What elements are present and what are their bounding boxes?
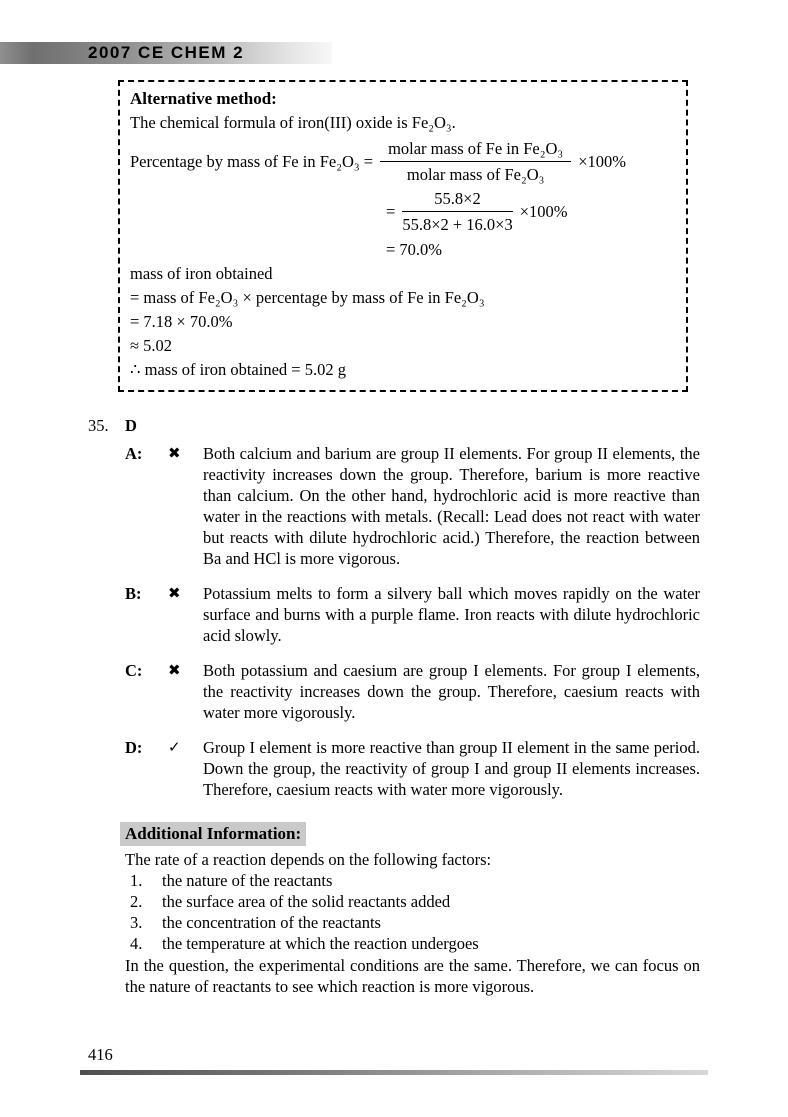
- percentage-equation-line1: [130, 138, 676, 185]
- mass-conclusion-line: ∴ mass of iron obtained = 5.02 g: [130, 360, 346, 379]
- equation-suffix: ×100%: [519, 201, 568, 221]
- option-b-row: [88, 583, 700, 646]
- check-icon: ✓: [168, 738, 181, 756]
- mass-substitution-line: = 7.18 × 70.0%: [130, 312, 233, 331]
- question-header: [88, 414, 700, 438]
- equation-suffix: ×100%: [578, 151, 626, 171]
- fraction-numerator: molar mass of Fe in Fe₂O₃: [380, 138, 571, 162]
- additional-information-title: Additional Information:: [120, 822, 306, 846]
- cross-icon: ✖: [168, 444, 181, 462]
- option-d-label: D:: [125, 738, 143, 757]
- list-item-number: 3.: [130, 913, 143, 932]
- option-c-explanation: Both potassium and caesium are group I elements. For group I elements, the reactivity increases down the group. Therefore, caesium reacts with water more vigorously.: [203, 661, 700, 722]
- page-footer: [80, 1044, 708, 1075]
- option-b-label: B:: [125, 584, 142, 603]
- answer-letter: D: [125, 416, 137, 435]
- mass-of-iron-line: mass of iron obtained: [130, 264, 273, 283]
- equation-lhs: Percentage by mass of Fe in Fe₂O₃ =: [130, 151, 374, 171]
- list-item: [125, 870, 700, 891]
- option-b-explanation: Potassium melts to form a silvery ball which moves rapidly on the water surface and burns with a purple flame. Iron reacts with dilute hydrochloric acid slowly.: [203, 584, 700, 645]
- page-number: 416: [88, 1045, 113, 1064]
- list-item: [125, 912, 700, 933]
- list-item-number: 1.: [130, 871, 143, 890]
- mass-formula-line: = mass of Fe₂O₃ × percentage by mass of Fe in Fe₂O₃: [130, 288, 485, 307]
- list-item-text: the nature of the reactants: [162, 871, 333, 890]
- list-item-text: the concentration of the reactants: [162, 913, 381, 932]
- alternative-method-box: [118, 80, 688, 392]
- question-35: [88, 414, 700, 800]
- option-c-row: [88, 660, 700, 723]
- fraction: [402, 188, 512, 235]
- percentage-equation-result: = 70.0%: [386, 240, 443, 259]
- list-item-number: 4.: [130, 934, 143, 953]
- cross-icon: ✖: [168, 661, 181, 679]
- equals-sign: =: [386, 201, 396, 221]
- fraction-numerator: 55.8×2: [402, 188, 512, 212]
- option-a-label: A:: [125, 444, 143, 463]
- option-a-explanation: Both calcium and barium are group II elements. For group II elements, the reactivity increases down the group. Therefore, barium is more reactive than calcium. On the other hand, hydrochloric acid is more reactive than water in the reactions with metals. (Recall: Lead does not react with water but reacts with dilute hydrochloric acid.) Therefore, the reaction between Ba and HCl is more vigorous.: [203, 444, 700, 568]
- footer-divider: [80, 1070, 708, 1075]
- fraction-denominator: 55.8×2 + 16.0×3: [402, 215, 513, 234]
- alternative-method-title: Alternative method:: [130, 89, 277, 108]
- cross-icon: ✖: [168, 584, 181, 602]
- page-content: [0, 80, 788, 997]
- list-item: [125, 933, 700, 954]
- option-c-label: C:: [125, 661, 143, 680]
- list-item-number: 2.: [130, 892, 143, 911]
- option-d-explanation: Group I element is more reactive than group II element in the same period. Down the group, the reactivity of group I and group II elements increases. Therefore, caesium reacts with water more vigorously.: [203, 738, 700, 799]
- fraction-denominator: molar mass of Fe₂O₃: [406, 165, 545, 184]
- option-a-row: [88, 443, 700, 569]
- additional-conclusion: In the question, the experimental conditions are the same. Therefore, we can focus on the nature of reactants to see which reaction is more vigorous.: [125, 956, 700, 996]
- additional-information-section: [125, 822, 700, 997]
- list-item-text: the temperature at which the reaction undergoes: [162, 934, 479, 953]
- percentage-equation-line2: [386, 188, 676, 235]
- option-d-row: [88, 737, 700, 800]
- page-header-bar: [0, 42, 332, 64]
- formula-statement: The chemical formula of iron(III) oxide is Fe₂O₃.: [130, 113, 456, 132]
- fraction: [380, 138, 571, 185]
- mass-approx-line: ≈ 5.02: [130, 336, 173, 355]
- additional-intro: The rate of a reaction depends on the following factors:: [125, 850, 492, 869]
- list-item-text: the surface area of the solid reactants added: [162, 892, 451, 911]
- question-number: 35.: [88, 416, 109, 435]
- chapter-title: 2007 CE CHEM 2: [88, 43, 245, 62]
- list-item: [125, 891, 700, 912]
